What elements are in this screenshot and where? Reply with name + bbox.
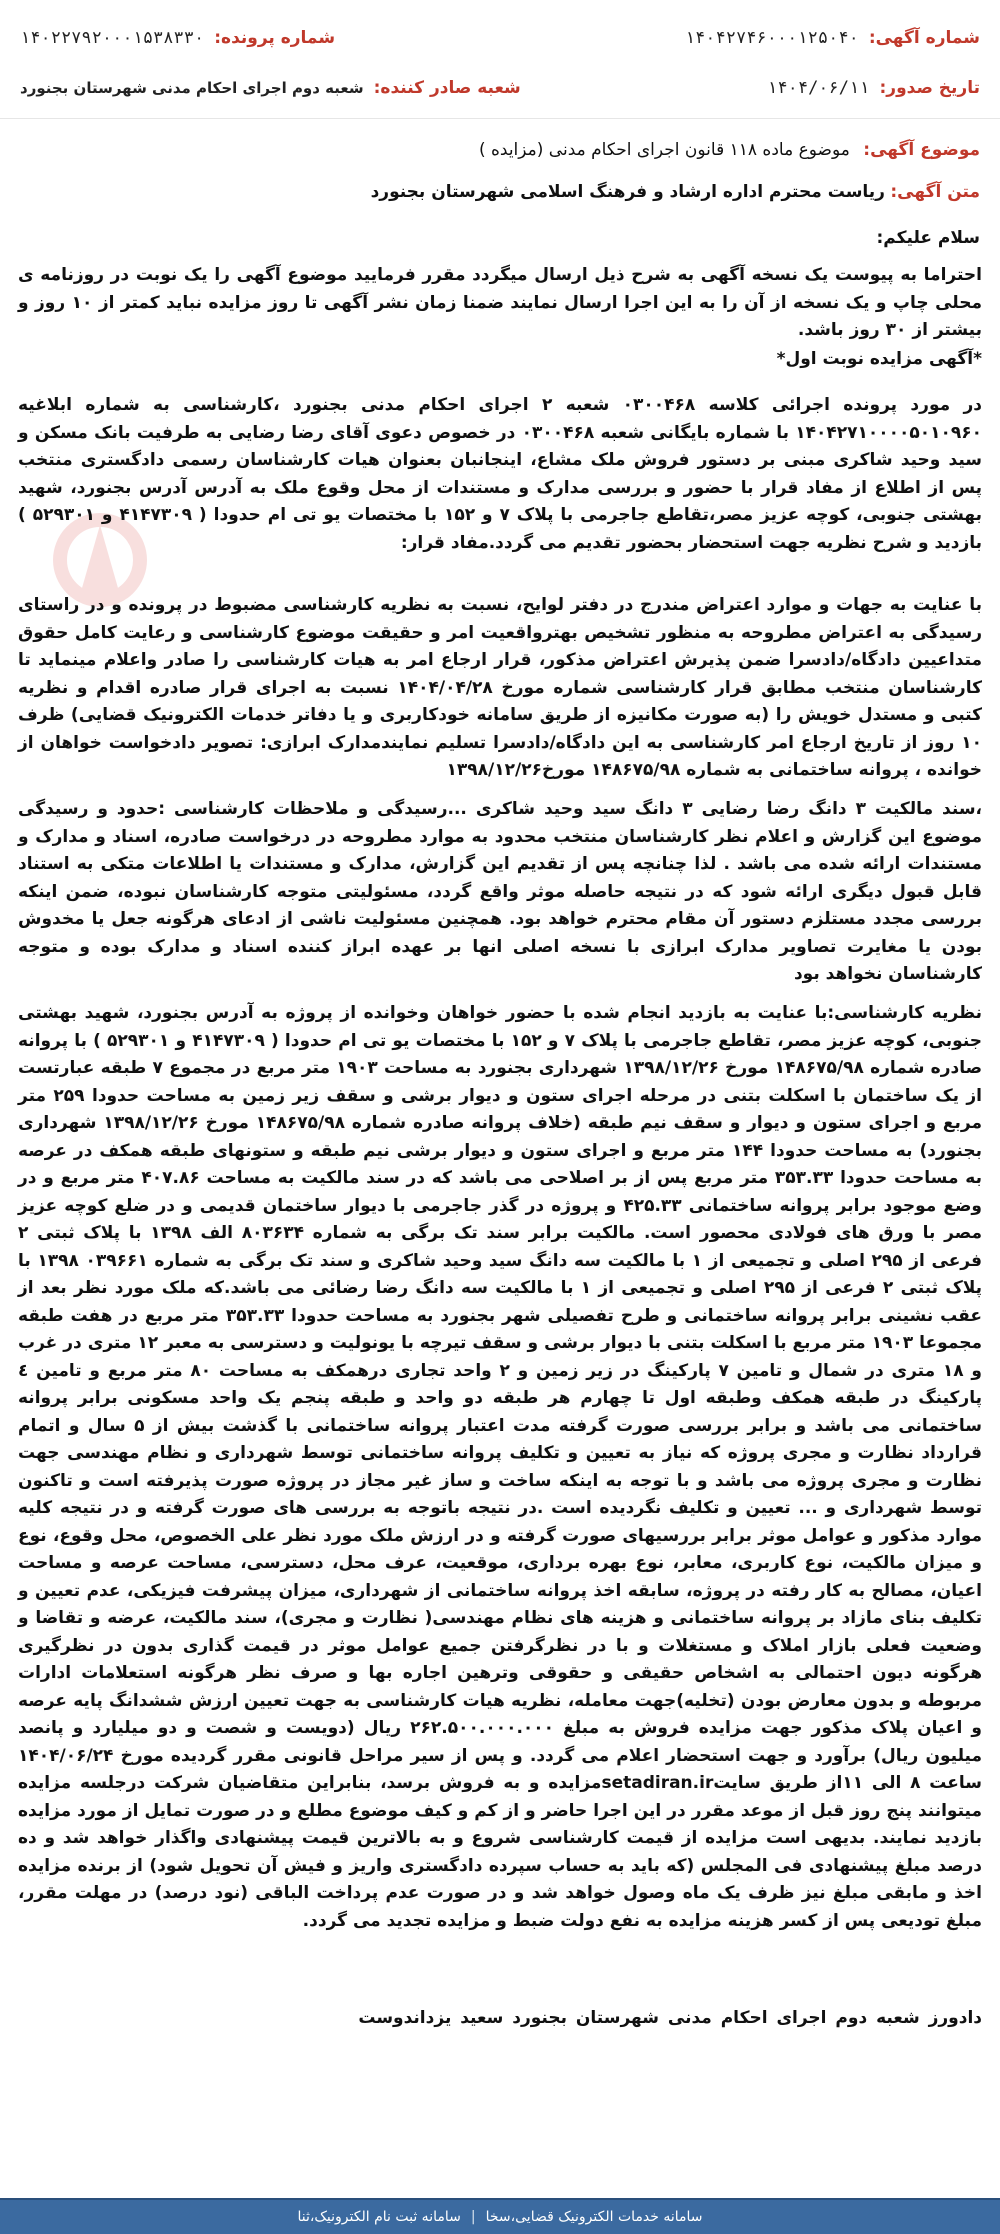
footer-link-sakha[interactable]: سامانه خدمات الکترونیک قضایی،سخا: [485, 2209, 703, 2225]
ad-number-field: [685, 28, 980, 48]
case-number-label: شماره پرونده:: [214, 28, 336, 48]
issuer-field: [20, 78, 521, 98]
case-number-field: [20, 28, 335, 48]
case-number-value: ۱۴۰۲۲۷۹۲۰۰۰۱۵۳۸۳۳۰: [20, 28, 205, 48]
header-divider: [0, 118, 1000, 119]
issuer-value: شعبه دوم اجرای احکام مدنی شهرستان بجنورد: [20, 79, 364, 97]
issue-date-field: [767, 78, 980, 98]
body-label: متن آگهی:: [890, 182, 980, 202]
signature: دادورز شعبه دوم اجرای احکام مدنی شهرستان بجنورد سعید یزداندوست: [358, 2008, 982, 2028]
body-intro-line: [20, 180, 980, 204]
header-row-1: [20, 28, 980, 48]
footer-link-sana[interactable]: سامانه ثبت نام الکترونیک،ثنا: [297, 2209, 461, 2225]
issuer-label: شعبه صادر کننده:: [373, 78, 521, 98]
footer-bar: [0, 2198, 1000, 2234]
subject-line: [20, 138, 980, 162]
subject-text: موضوع ماده ۱۱۸ قانون اجرای احکام مدنی (مزایده ): [478, 140, 850, 160]
intro-paragraph: احتراما به پیوست یک نسخه آگهی به شرح ذیل ارسال میگردد مقرر فرمایید موضوع آگهی را یک نوبت در روزنامه ی محلی چاپ و یک نسخه از آن را به این اجرا ارسال نمایند ضمنا زمان نشر آگهی تا روز مزایده نباید کمتر از ۱۰ روز و بیشتر از ۳۰ روز باشد.: [18, 265, 982, 340]
ad-number-label: شماره آگهی:: [868, 28, 980, 48]
ad-number-value: ۱۴۰۴۲۷۴۶۰۰۰۱۲۵۰۴۰: [684, 28, 859, 48]
footer-separator: |: [470, 2209, 476, 2225]
header-row-2: [20, 78, 980, 98]
ownership-paragraph: ،سند مالکیت ۳ دانگ رضا رضایی ۳ دانگ سید وحید شاکری ...رسیدگی و ملاحظات کارشناسی :حدود و رسیدگی موضوع این گزارش و اعلام نظر کارشناسان منتخب محدود به موارد مطروحه در درخواست صادره، اسناد و مدارک و مستندات ارائه شده می باشد . لذا چنانچه پس از تقدیم این گزارش، مدارک و مستندات یا اطلاعات متکی به استناد قابل قبول دیگری ارائه شود که در نتیجه حاصله موثر واقع گردد، مسئولیتی متوجه کارشناسان نبوده، ضمن اینکه بررسی مجدد مستلزم دستور آن مقام محترم خواهد بود. همچنین مسئولیت ناشی از ادعای هرگونه جعل یا مخدوش بودن یا مغایرت تصاویر مدارک ابرازی با نسخه اصلی انها بر عهده ابراز کننده اسناد و مدارک بوده و متوجه کارشناسان نخواهد بود: [18, 799, 982, 984]
issue-date-label: تاریخ صدور:: [879, 78, 980, 98]
case-paragraph: در مورد پرونده اجرائی کلاسه ۰۳۰۰۴۶۸ شعبه ۲ اجرای احکام مدنی بجنورد ،کارشناسی به شماره ابلاغیه ۱۴۰۴۲۷۱۰۰۰۰۵۰۱۰۹۶۰ با شماره بایگانی شعبه ۰۳۰۰۴۶۸ در خصوص دعوی آقای رضا رضایی به طرفیت بانک مسکن و سید وحید شاکری مبنی بر دستور فروش ملک مشاع، اینجانبان بعنوان هیات کارشناسان رسمی دادگستری منتخب پس از اطلاع از مفاد قرار با حضور و بررسی مدارک و مستندات از محل وقوع ملک به آدرس آدرس بجنورد، شهید بهشتی جنوبی، کوچه عزیز مصر،تقاطع جاجرمی با پلاک ۷ و ۱۵۲ با مختصات یو تی ام حدودا ( ۴۱۴۷۳۰۹ و ۵۲۹۳۰۱ ) بازدید و شرح نظریه جهت استحضار بحضور تقدیم می گردد.مفاد قرار:: [18, 395, 983, 553]
expert-opinion-paragraph: نظریه کارشناسی:با عنایت به بازدید انجام شده با حضور خواهان وخوانده از پروژه به آدرس بجنورد، شهید بهشتی جنوبی، کوچه عزیز مصر، تقاطع جاجرمی با پلاک ۷ و ۱۵۲ با مختصات یو تی ام حدودا ( ۴۱۴۷۳۰۹ و ۵۲۹۳۰۱ ) با پروانه صادره شماره ۱۴۸۶۷۵/۹۸ مورخ ۱۳۹۸/۱۲/۲۶ شهرداری بجنورد به مساحت ۱۹۰۳ متر مربع در مجموع ۷ طبقه عبارتست از یک ساختمان با اسکلت بتنی در مرحله اجرای ستون و دیوار برشی و سقف زیر زمین به مساحت حدودا ۲۵۹ متر مربع و اجرای ستون و دیوار و سقف نیم طبقه (خلاف پروانه صادره شماره ۱۴۸۶۷۵/۹۸ مورخ ۱۳۹۸/۱۲/۲۶ شهرداری بجنورد) به مساحت حدودا ۱۴۴ متر مربع و اجرای ستون و دیوار برشی نیم طبقه و ستونهای طبقه همکف در عرصه به مساحت حدودا ۳۵۳.۳۳ متر مربع پس از بر اصلاحی می باشد که در سند مالکیت به مساحت ۴۰۷.۸۶ متر مربع و در وضع موجود برابر پروانه ساختمانی ۴۲۵.۳۳ و پروژه در گذر جاجرمی با دیوار ساختمان قدیمی و در ضلع کوچه عزیز مصر با ورق های فولادی محصور است. مالکیت برابر سند تک برگی به شماره ۸۰۳۶۳۴ الف ۱۳۹۸ با پلاک ثبتی ۲ فرعی از ۲۹۵ اصلی و تجمیعی از ۱ با مالکیت سه دانگ سید وحید شاکری و سند تک برگی به شماره ۰۳۹۶۶۱ ۱۳۹۸ با پلاک ثبتی ۲ فرعی از ۲۹۵ اصلی و تجمیعی از ۱ با مالکیت سه دانگ رضا رضائی می باشد.که ملک مورد نظر بعد از عقب نشینی برابر پروانه ساختمانی و طرح تفصیلی شهر بجنورد به مساحت حدودا ۳۵۳.۳۳ متر مربع در هفت طبقه مجموعا ۱۹۰۳ متر مربع با اسکلت بتنی با دیوار برشی و سقف تیرچه با یونولیت و دسترسی به معبر ۱۲ متری در غرب و ۱۸ متری در شمال و تامین ۷ پارکینگ در زیر زمین و ۲ واحد تجاری درهمکف به مساحت ۸۰ متر مربع و تامین ٤ پارکینگ در طبقه همکف وطبقه اول تا چهارم هر طبقه دو واحد و طبقه پنجم یک واحد مسکونی برابر پروانه ساختمانی می باشد و برابر بررسی صورت گرفته مدت اعتبار پروانه ساختمانی با گذشت بیش از ۵ سال و اتمام قرارداد نظارت و مجری پروژه که نیاز به تعیین و تکلیف پروانه ساختمانی توسط شهرداری و نظام مهندسی جهت نظارت و مجری پروژه می باشد و با توجه به اینکه ساخت و ساز غیر مجاز در پروژه صورت پذیرفته است و تاکنون توسط شهرداری و ... تعیین و تکلیف نگردیده است .در نتیجه باتوجه به بررسی های صورت گرفته و در نتیجه کلیه موارد مذکور و عوامل موثر برابر بررسیهای صورت گرفته و در ارزش ملک مورد نظر علی الخصوص، محل وقوع، نوع و میزان مالکیت، نوع کاربری، معابر، نوع بهره برداری، موقعیت، عرف محل، دسترسی، مساحت عرصه و مساحت اعیان، مصالح به کار رفته در پروژه، سابقه اخذ پروانه ساختمانی از شهرداری، میزان پیشرفت فیزیکی، عدم تعیین و تکلیف بنای مازاد بر پروانه ساختمانی و هزینه های نظام مهندسی( نظارت و مجری)، سند مالکیت، عرضه و تقاضا و وضعیت فعلی بازار املاک و مستغلات و با در نظرگرفتن جمیع عوامل موثر در قیمت گذاری بدون در نظرگیری هرگونه دیون احتمالی به اشخاص حقیقی و حقوقی وترهین اجاره بها و صرف نظر هرگونه استعلامات ادارات مربوطه و بدون معارض بودن (تخلیه)جهت معامله، نظریه هیات کارشناسی به جهت تعیین ارزش ششدانگ پایه عرصه و اعیان پلاک مذکور جهت مزایده فروش به مبلغ ۲۶۲.۵۰۰.۰۰۰.۰۰۰ ریال (دویست و شصت و دو میلیارد و پانصد میلیون ریال) برآورد و جهت استحضار اعلام می گردد. و پس از سیر مراحل قانونی مقرر گردیده مورخ ۱۴۰۴/۰۶/۲۴ ساعت ۸ الی ۱۱از طریق سایتsetadiran.irمزایده و به فروش برسد، بنابراین متقاضیان شرکت درجلسه مزایده میتوانند پنج روز قبل از موعد مقرر در این اجرا حاضر و از کم و کیف موضوع مطلع و در صورت تمایل از مورد مزایده بازدید نمایند. بدیهی است مزایده از قیمت کارشناسی شروع و به بالاترین قیمت پیشنهادی واگذار خواهد شد و ده درصد مبلغ پیشنهادی فی المجلس (که باید به حساب سپرده دادگستری واریز و فیش آن تحویل شود) از برنده مزایده اخذ و مابقی مبلغ نیز ظرف یک ماه وصول خواهد شد و در صورت عدم پرداخت الباقی (نود درصد) در مهلت مقرر، مبلغ تودیعی پس از کسر هزینه مزایده به نفع دولت ضبط و مزایده تجدید می گردد.: [18, 1003, 983, 1931]
issue-date-value: ۱۴۰۴/۰۶/۱۱: [767, 78, 870, 98]
objection-paragraph: با عنایت به جهات و موارد اعتراض مندرج در دفتر لوایح، نسبت به نظریه کارشناسی مضبوط در پرونده و در راستای رسیدگی به اعتراض مطروحه به منظور تشخیص بهترواقعیت امر و حقیقت موضوع کارشناسی و رعایت کامل حقوق متداعیین دادگاه/دادسرا ضمن پذیرش اعتراض مذکور، قرار ارجاع امر به هیات کارشناسی را صادر واعلام مینماید تا کارشناسان منتخب مطابق قرار کارشناسی شماره مورخ ۱۴۰۴/۰۴/۲۸ نسبت به اجرای قرار صادره اقدام و نظریه کتبی و مستدل خویش را (به صورت مکانیزه از طریق سامانه خودکاربری و یا دفاتر خدمات الکترونیک قضایی) ظرف ۱۰ روز از تاریخ ارجاع امر کارشناسی به این دادگاه/دادسرا تسلیم نمایندمدارک ابرازی: تصویر دادخواست خواهان از خوانده ، پروانه ساختمانی به شماره ۱۴۸۶۷۵/۹۸ مورخ۱۳۹۸/۱۲/۲۶: [18, 595, 982, 780]
recipient-text: ریاست محترم اداره ارشاد و فرهنگ اسلامی شهرستان بجنورد: [370, 182, 885, 202]
subject-label: موضوع آگهی:: [863, 140, 980, 160]
greeting: سلام علیکم:: [876, 228, 980, 248]
auction-heading: *آگهی مزایده نوبت اول*: [776, 349, 982, 369]
